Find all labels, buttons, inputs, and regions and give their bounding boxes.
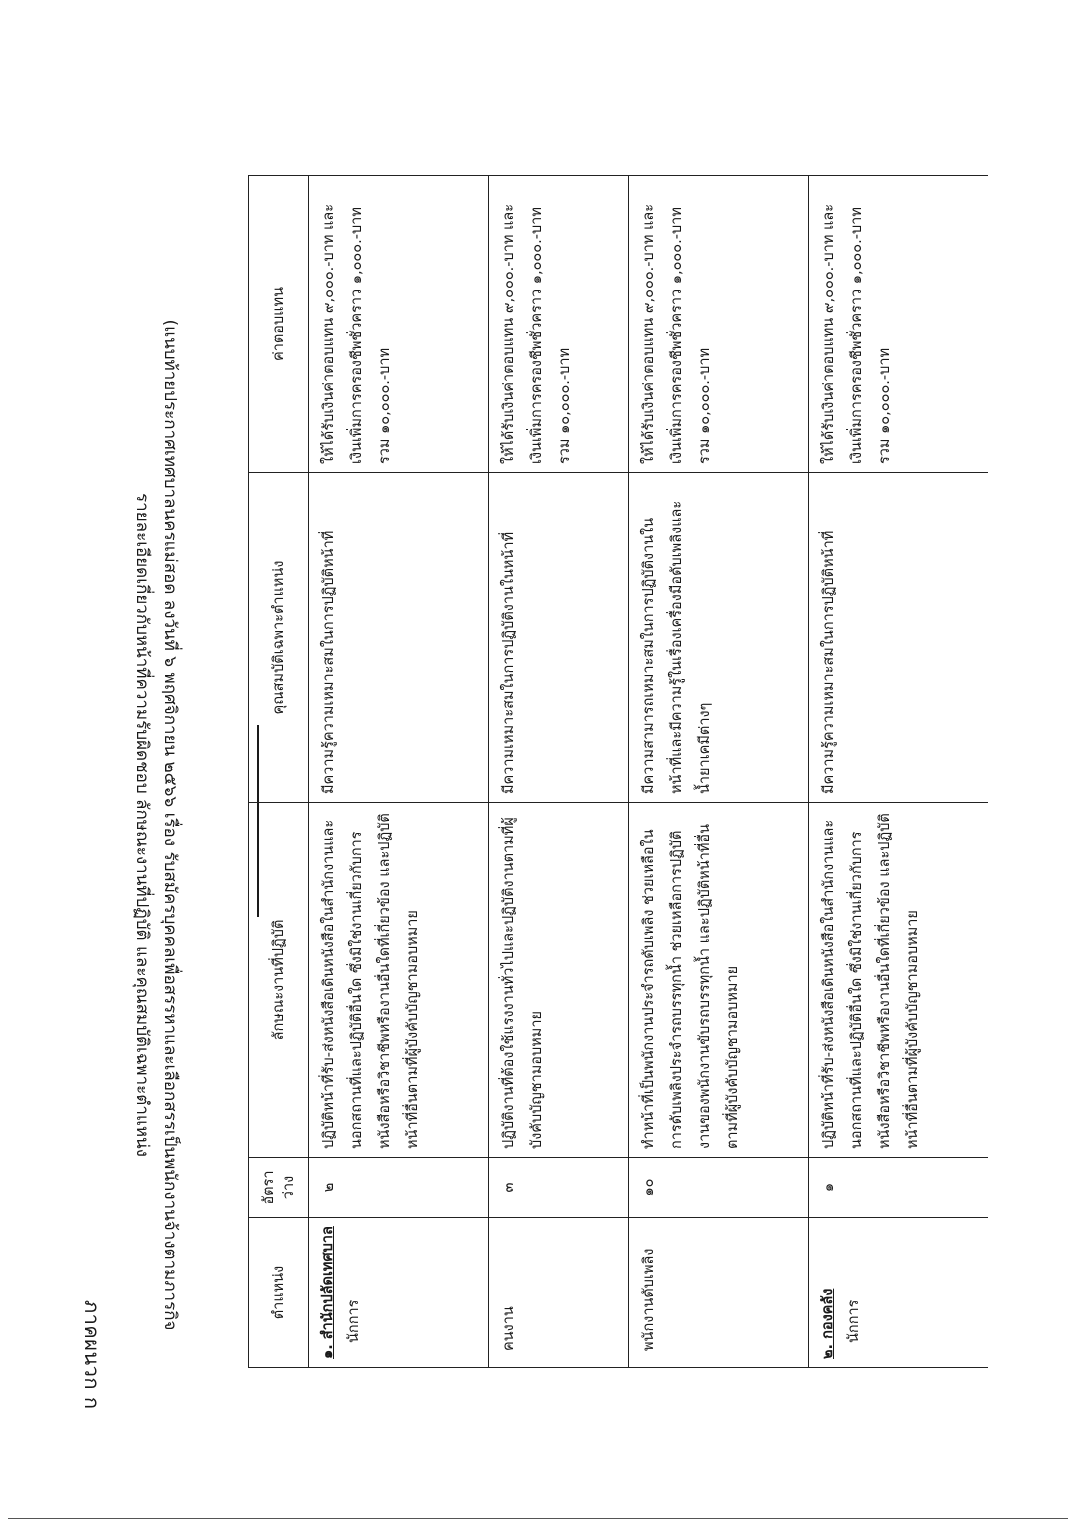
section-row <box>309 176 489 1368</box>
compensation-total: รวม ๑๐,๐๐๐.-บาท <box>696 347 713 464</box>
section-label: ๑. สำนักปลัดเทศบาล <box>320 1226 336 1359</box>
vacancy-count: ๓ <box>489 1158 629 1218</box>
compensation-line: เงินเพิ่มการครองชีพชั่วคราว ๑,๐๐๐.-บาท <box>349 207 365 464</box>
compensation-line: เงินเพิ่มการครองชีพชั่วคราว ๑,๐๐๐.-บาท <box>529 207 546 464</box>
document-subtitle: (แนบท้ายประกาศเทศบาลนครแม่สอด ลงวันที่ ๖ พฤศจิกายน ๒๕๖๖ เรื่อง รับสมัครบุคคลเพื่อสรรหาและเลือกสรรเป็นพนักงานจ้างตามภารกิจ <box>160 319 180 1331</box>
position-name: นักการ <box>346 1299 362 1343</box>
compensation-line: ให้ได้รับเงินค่าตอบแทน ๙,๐๐๐.-บาท และ <box>501 203 518 464</box>
position-name: พนักงานดับเพลิง <box>628 1218 808 1368</box>
duties-text: ปฏิบัติหน้าที่รับ-ส่งหนังสือเดินหนังสือในสำนักงานและนอกสถานที่และปฏิบัติอื่นใด ซึ่งมิใช่งานเกี่ยวกับการหนังสือหรือวิชาชีพหรืองานอื่นใดที่เกี่ยวข้อง และปฏิบัติหน้าที่อื่นตามที่ผู้บังคับบัญชามอบหมาย <box>309 803 489 1158</box>
header-compensation: ค่าตอบแทน <box>249 176 309 473</box>
document-title: รายละเอียดเกี่ยวกับหน้าที่ความรับผิดชอบ ลักษณะงานที่ปฏิบัติ และคุณสมบัติเฉพาะตำแหน่ง <box>132 493 152 1157</box>
position-name: คนงาน <box>489 1218 629 1368</box>
table-row <box>628 176 808 1368</box>
duties-text: ปฏิบัติงานที่ต้องใช้แรงงานทั่วไปและปฏิบัติงานตามที่ผู้บังคับบัญชามอบหมาย <box>489 803 629 1158</box>
table-row <box>489 176 629 1368</box>
vacancy-count: ๒ <box>309 1158 489 1218</box>
compensation-total: รวม ๑๐,๐๐๐.-บาท <box>377 347 393 464</box>
compensation-line: ให้ได้รับเงินค่าตอบแทน ๙,๐๐๐.-บาท และ <box>640 203 657 464</box>
duties-text: ปฏิบัติหน้าที่รับ-ส่งหนังสือเดินหนังสือในสำนักงานและนอกสถานที่และปฏิบัติอื่นใด ซึ่งมิใช่งานเกี่ยวกับการหนังสือหรือวิชาชีพหรืองานอื่นใดที่เกี่ยวข้อง และปฏิบัติหน้าที่อื่นตามที่ผู้บังคับบัญชามอบหมาย <box>809 803 988 1158</box>
scan-edge-line <box>8 1518 1068 1519</box>
compensation-line: ให้ได้รับเงินค่าตอบแทน ๙,๐๐๐.-บาท และ <box>821 203 838 464</box>
compensation-total: รวม ๑๐,๐๐๐.-บาท <box>877 347 894 464</box>
compensation-line: ให้ได้รับเงินค่าตอบแทน ๙,๐๐๐.-บาท และ <box>321 203 337 464</box>
header-vacancies: อัตราว่าง <box>249 1158 309 1218</box>
header-position: ตำแหน่ง <box>249 1218 309 1368</box>
qualification-text: มีความสามารถเหมาะสมในการปฏิบัติงานในหน้าที่และมีความรู้ในเรื่องเครื่องมือดับเพลิงและน้ำยาเคมีต่างๆ <box>628 473 808 803</box>
compensation-line: เงินเพิ่มการครองชีพชั่วคราว ๑,๐๐๐.-บาท <box>849 207 866 464</box>
table-header-row <box>249 176 309 1368</box>
positions-table <box>248 175 988 1368</box>
duties-text: ทำหน้าที่เป็นพนักงานประจำรถดับเพลิง ช่วยเหลือในการดับเพลิงประจำรถบรรทุกน้ำ ช่วยเหลือการปฏิบัติงานของพนักงานขับรถบรรทุกน้ำ และปฏิบัติหน้าที่อื่นตามที่ผู้บังคับบัญชามอบหมาย <box>628 803 808 1158</box>
compensation-cell <box>809 176 988 473</box>
compensation-cell <box>489 176 629 473</box>
qualification-text: มีความรู้ความเหมาะสมในการปฏิบัติหน้าที่ <box>809 473 988 803</box>
annex-label: ภาคผนวก ก <box>80 1300 104 1410</box>
compensation-cell <box>309 176 489 473</box>
header-duties: ลักษณะงานที่ปฏิบัติ <box>249 803 309 1158</box>
compensation-line: เงินเพิ่มการครองชีพชั่วคราว ๑,๐๐๐.-บาท <box>668 207 685 464</box>
qualification-text: มีความรู้ความเหมาะสมในการปฏิบัติหน้าที่ <box>309 473 489 803</box>
section-row <box>809 176 988 1368</box>
compensation-total: รวม ๑๐,๐๐๐.-บาท <box>557 347 574 464</box>
vacancy-count: ๑๐ <box>628 1158 808 1218</box>
vacancy-count: ๑ <box>809 1158 988 1218</box>
qualification-text: มีความเหมาะสมในการปฏิบัติงานในหน้าที่ <box>489 473 629 803</box>
header-qualification: คุณสมบัติเฉพาะตำแหน่ง <box>249 473 309 803</box>
compensation-cell <box>628 176 808 473</box>
position-name: นักการ <box>846 1299 863 1343</box>
section-label: ๒. กองคลัง <box>820 1288 837 1359</box>
